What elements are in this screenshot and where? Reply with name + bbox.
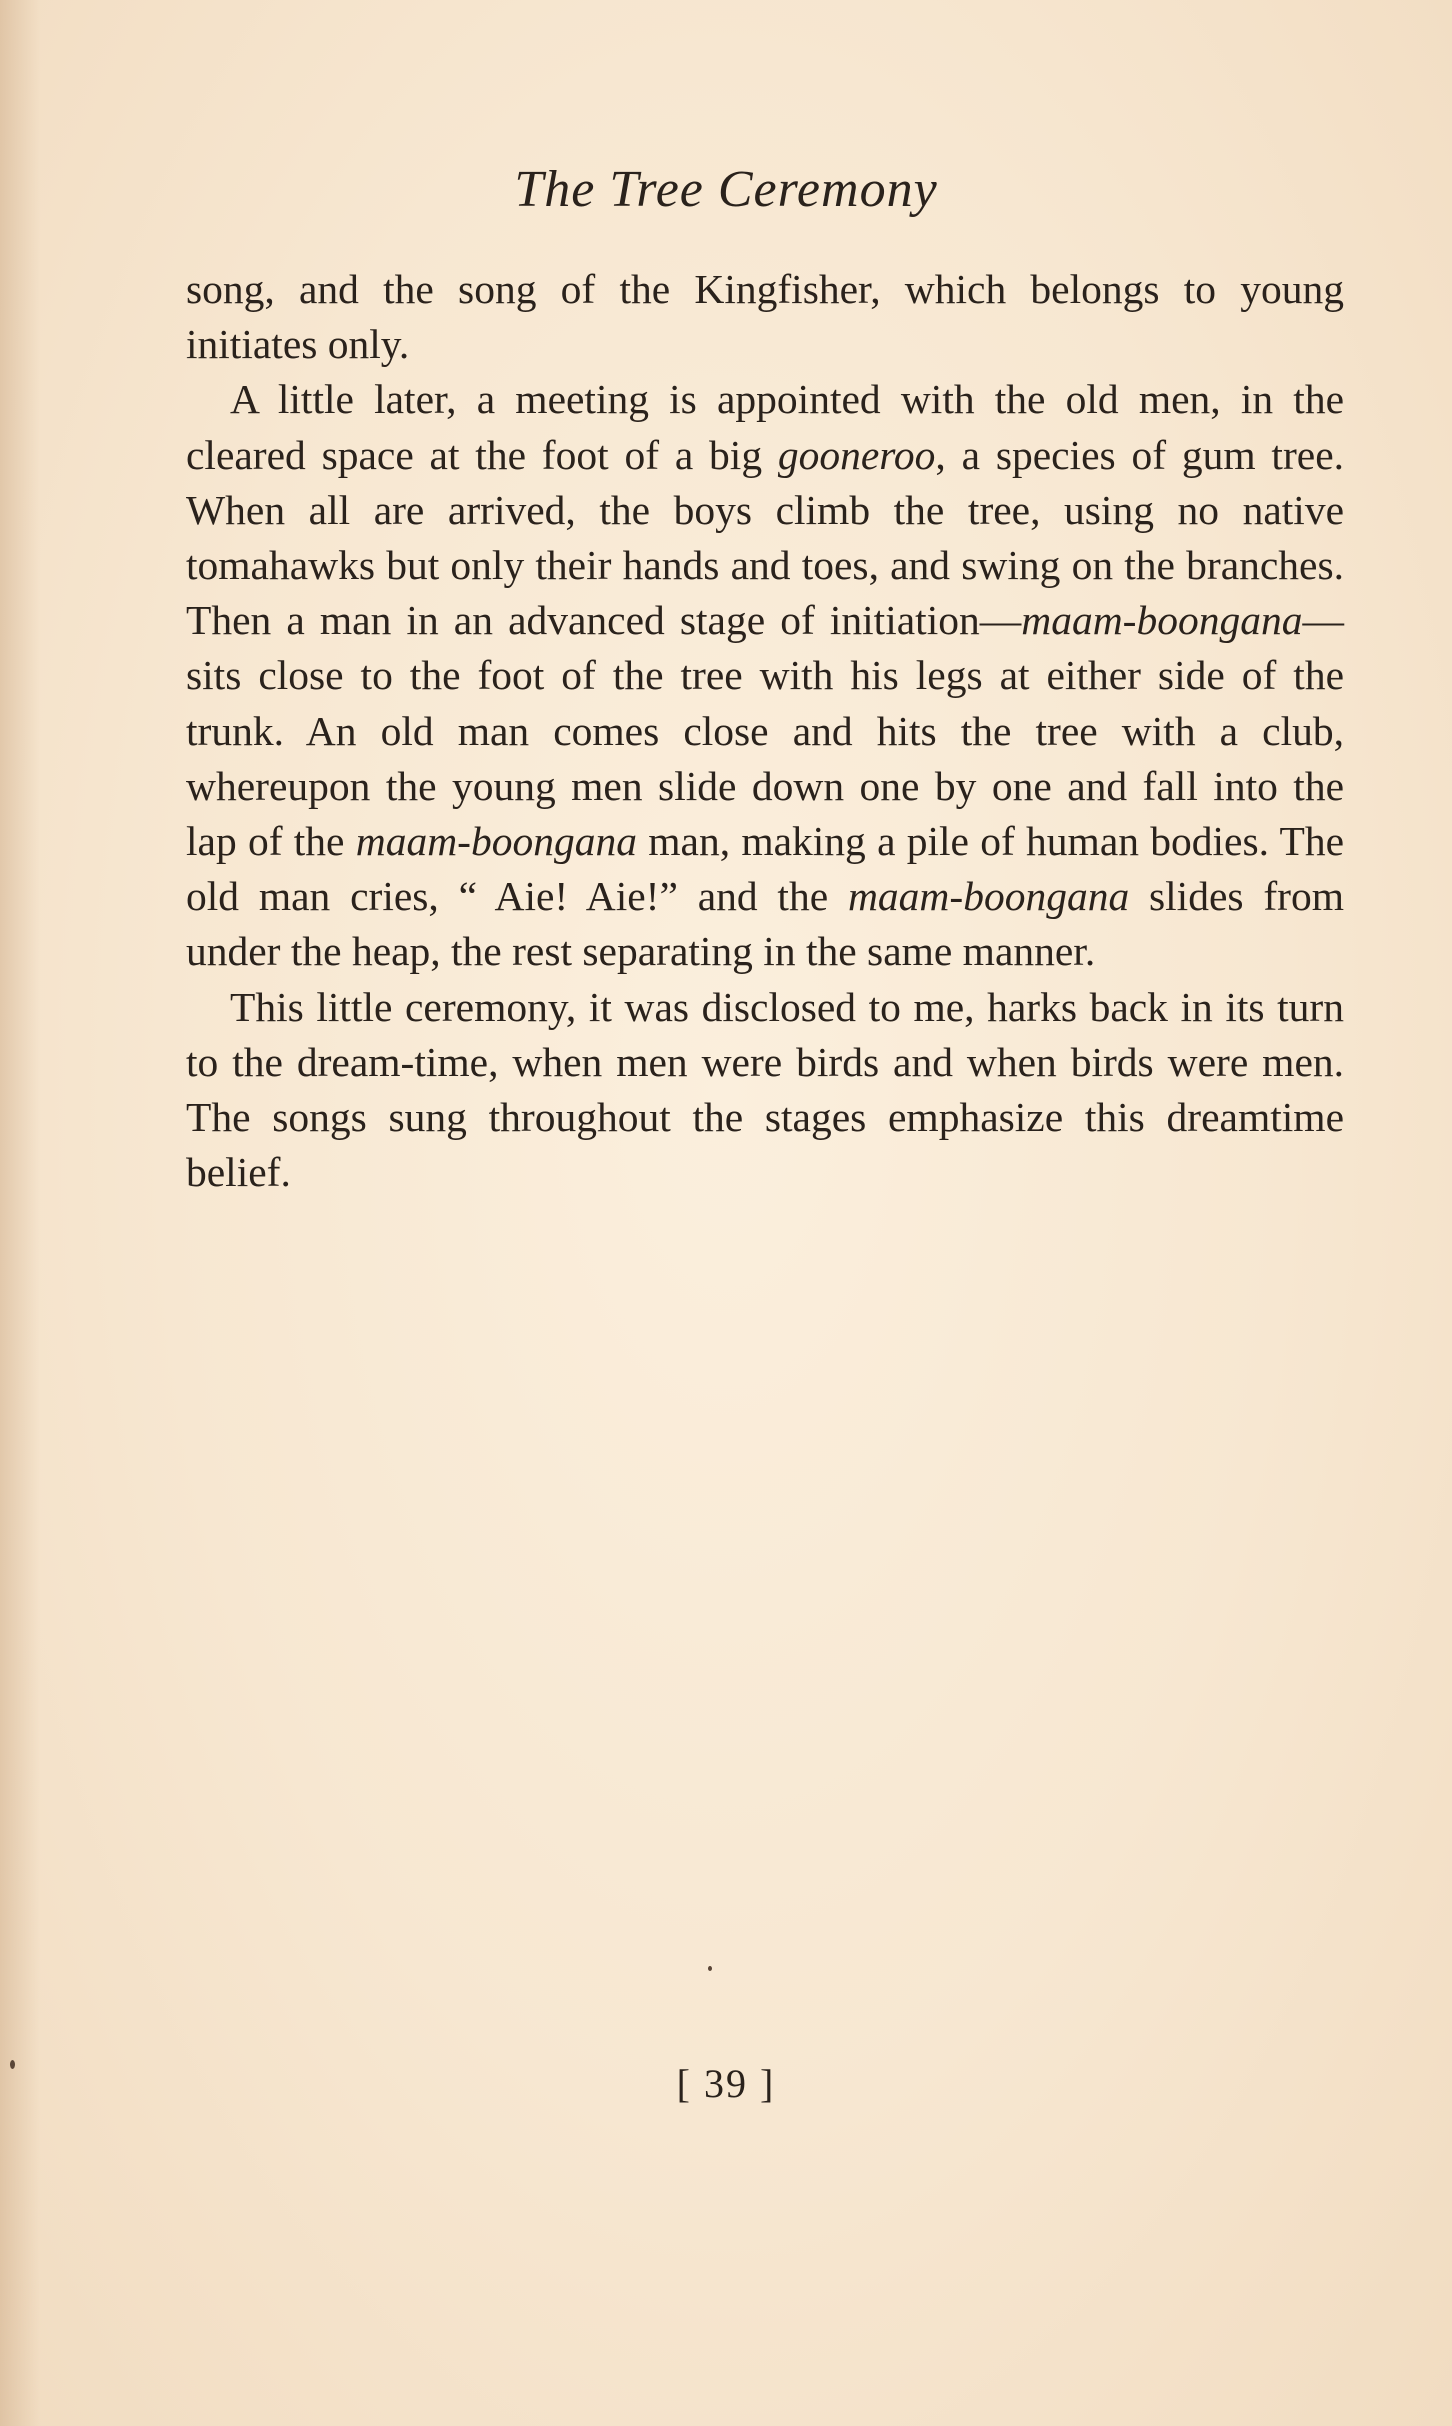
page-speck [10, 2060, 15, 2069]
text-run: This little ceremony, it was disclosed to me, harks back in its turn to the dream-time, when men were birds and when birds were men. The songs sung throughout the stages emphasize this dreamtime belief. [186, 983, 1344, 1196]
text-run: , a species of gum tree. When all are arrived, the boys climb the tree, using no native tomahawks but only their hands and toes, and swing on the branches. Then a man in an advanced stage of initiation— [186, 431, 1344, 644]
text-run: song, and the song of the Kingfisher, which belongs to young initiates only. [186, 266, 1344, 368]
paragraph [186, 262, 1344, 372]
text-run: man, making a pile of human bodies. The old man cries, “ Aie! Aie!” and the [186, 818, 1344, 920]
paragraph [186, 372, 1344, 979]
italic-term: maam-boongana [847, 873, 1130, 920]
text-run: slides from under the heap, the rest separating in the same manner. [186, 873, 1344, 975]
italic-term: maam-boongana [1021, 597, 1303, 644]
page-speck [708, 1966, 712, 1971]
running-head: The Tree Ceremony [514, 161, 938, 218]
italic-term: gooneroo [777, 431, 936, 478]
page-number: [ 39 ] [676, 2061, 776, 2106]
body-text [186, 262, 1344, 1200]
paragraph [186, 980, 1344, 1201]
text-run: A little later, a meeting is appointed with the old men, in the cleared space at the foot of a big [186, 376, 1344, 478]
text-run: —sits close to the foot of the tree with his legs at either side of the trunk. An old man comes close and hits the tree with a club, whereupon the young men slide down one by one and fall into the lap of the [186, 597, 1344, 865]
italic-term: maam-boongana [355, 818, 637, 865]
